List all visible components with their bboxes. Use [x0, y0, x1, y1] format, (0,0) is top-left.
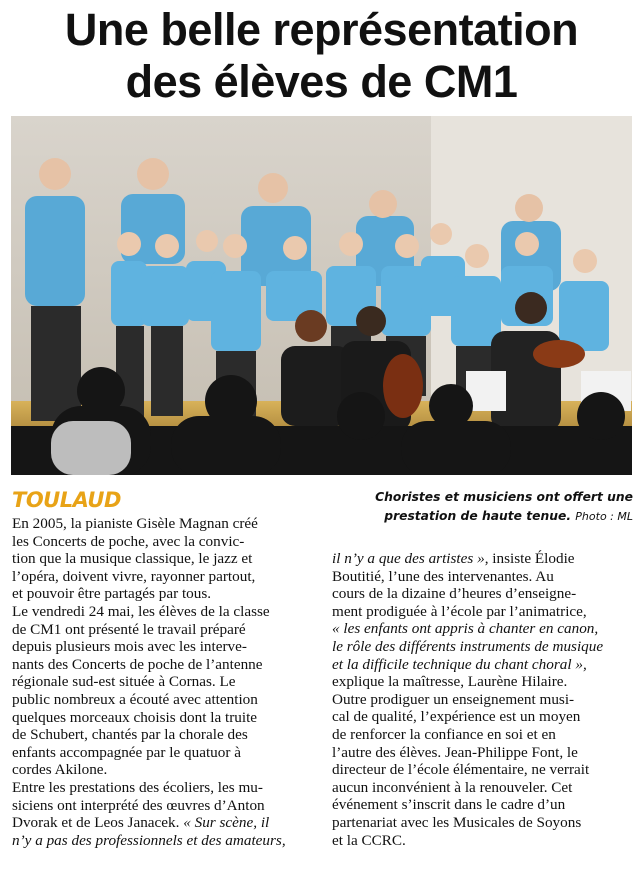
article-line: En 2005, la pianiste Gisèle Magnan créé: [12, 515, 258, 532]
article-line: l’autre des élèves. Jean-Philippe Font, le: [332, 743, 578, 761]
photo-credit: Photo : ML: [575, 510, 633, 523]
headline: [0, 4, 643, 108]
article-line: et pouvoir être partagés par tous.: [12, 585, 212, 603]
caption-line-1: Choristes et musiciens ont offert une: [375, 490, 633, 504]
article-line: depuis plusieurs mois avec les interve-: [12, 638, 247, 656]
article-line: l’opéra, doivent vivre, rayonner partout,: [12, 567, 256, 585]
article-quote: « les enfants ont appris à chanter en canon,: [332, 620, 599, 638]
article-line: directeur de l’école élémentaire, ne verrait: [332, 761, 590, 779]
article-quote: il n’y a que des artistes »: [332, 550, 485, 567]
concert-photo: [11, 116, 632, 475]
article-line: de CM1 ont présenté le travail préparé: [12, 620, 246, 638]
article-line: , insiste Élodie: [484, 550, 575, 567]
article-line: de Schubert, chantés par la chorale des: [12, 726, 248, 744]
article-quote: n’y a pas des professionnels et des amateurs,: [12, 831, 286, 849]
article-quote: le rôle des différents instruments de musique: [332, 637, 604, 655]
section-kicker: TOULAUD: [12, 488, 121, 512]
article-line: Le vendredi 24 mai, les élèves de la classe: [12, 602, 270, 620]
article-line: ment prodiguée à l’école par l’animatrice,: [332, 602, 587, 620]
article-line: régionale sud-est située à Cornas. Le: [12, 673, 236, 691]
article-line: événement s’inscrit dans le cadre d’un: [332, 796, 566, 814]
article-line: public nombreux a écouté avec attention: [12, 690, 258, 708]
article-line: Entre les prestations des écoliers, les mu-: [12, 778, 263, 796]
headline-line-2: des élèves de CM1: [125, 56, 518, 107]
photo-caption: [333, 488, 633, 526]
article-line: aucun inconvénient à la renouveler. Cet: [332, 778, 573, 796]
article-line: tion que la musique classique, le jazz et: [12, 550, 253, 568]
headline-line-1: Une belle représentation: [64, 4, 579, 55]
article-line: nants des Concerts de poche de l’antenne: [12, 655, 263, 673]
article-line: et la CCRC.: [332, 831, 406, 849]
article-line: Dvorak et de Leos Janacek.: [12, 814, 184, 832]
article-line: de renforcer la confiance en soi et en: [332, 725, 556, 743]
article-line: cours de la dizaine d’heures d’enseigne-: [332, 585, 577, 603]
article-line: quelques morceaux choisis dont la truite: [12, 708, 258, 726]
article-quote: « Sur scène, il: [183, 814, 270, 832]
article-line: partenariat avec les Musicales de Soyons: [332, 813, 582, 831]
article-line: les Concerts de poche, avec la convic-: [12, 532, 245, 550]
article-line: enfants accompagnée par le quatuor à: [12, 743, 241, 761]
concert-photo-icon: [11, 116, 632, 475]
article-line: Boutitié, l’une des intervenantes. Au: [332, 567, 554, 585]
article-line: cordes Akilone.: [12, 761, 108, 779]
article-line: siciens ont interprété des œuvres d’Anton: [12, 796, 265, 814]
article-column-left: [12, 515, 312, 849]
article-column-right: [332, 550, 632, 849]
article-quote: et la difficile technique du chant choral »,: [332, 655, 587, 673]
article-line: Outre prodiguer un enseignement musi-: [332, 690, 575, 708]
article-line: cal de qualité, l’expérience est un moyen: [332, 708, 581, 726]
article-line: explique la maîtresse, Laurène Hilaire.: [332, 673, 568, 691]
caption-line-2: prestation de haute tenue.: [384, 509, 572, 523]
